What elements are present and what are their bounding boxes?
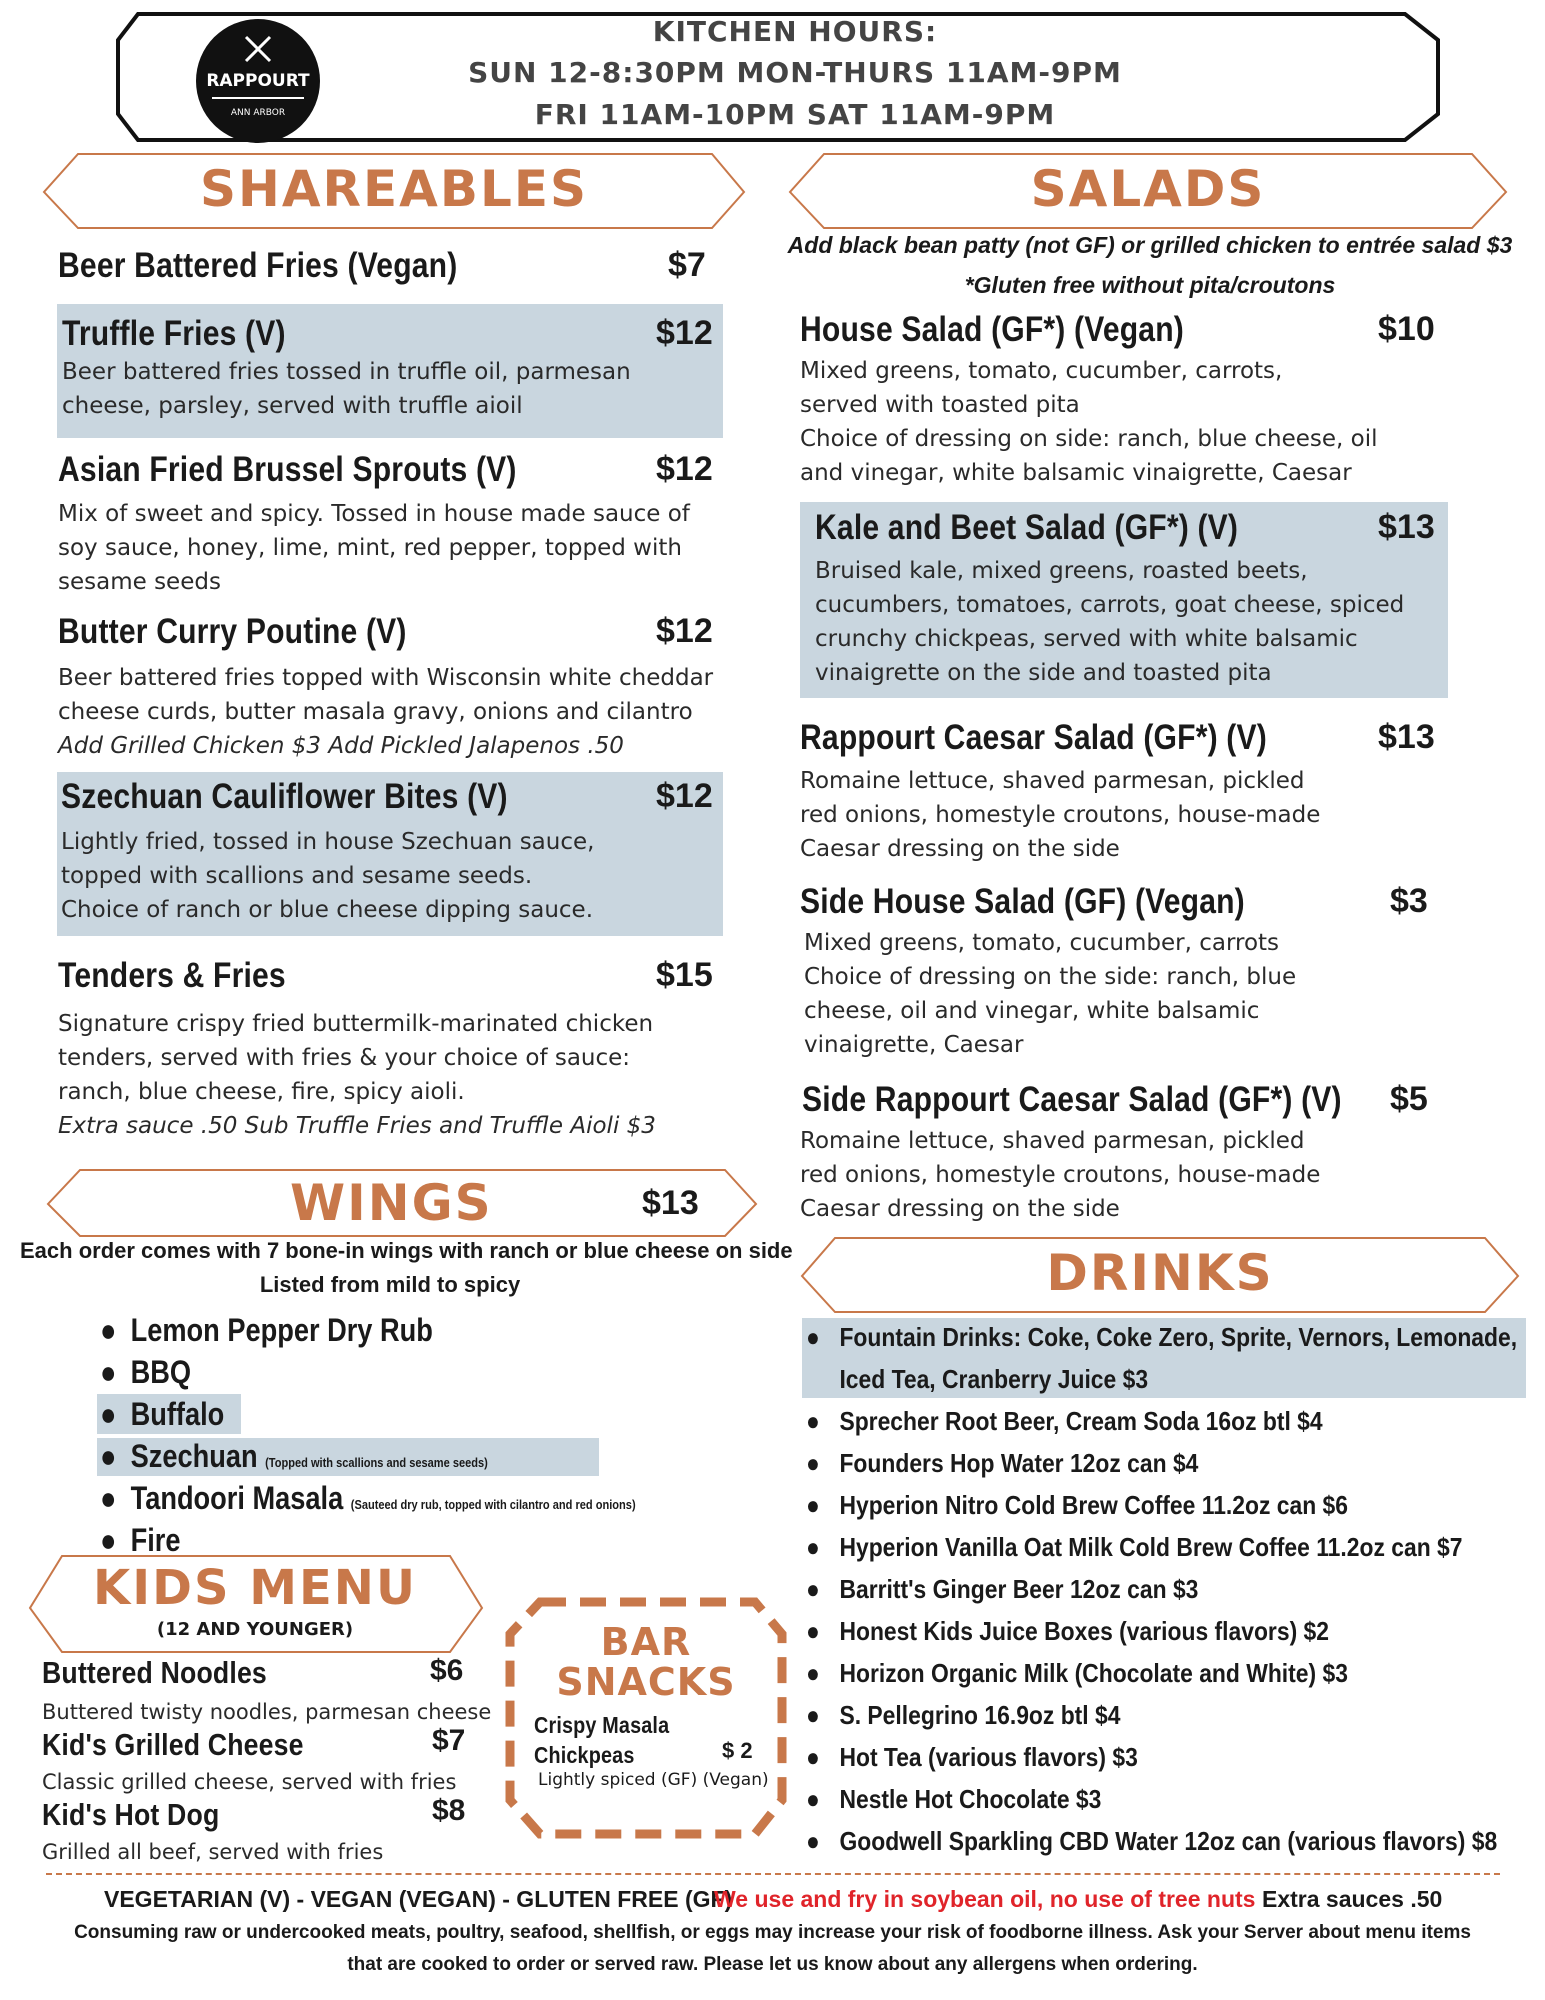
salads-title: SALADS [1030,160,1266,218]
menu-item-desc: soy sauce, honey, lime, mint, red pepper, topped with [58,535,682,561]
hours-line1: SUN 12-8:30PM MON-THURS 11AM-9PM [468,56,1122,89]
wings-title: WINGS [290,1174,493,1232]
kids-item-desc: Grilled all beef, served with fries [42,1840,384,1864]
menu-item-desc: Caesar dressing on the side [800,836,1120,862]
kids-item-name: Buttered Noodles [42,1655,267,1690]
menu-item-desc: Caesar dressing on the side [800,1196,1120,1222]
menu-item-desc: Romaine lettuce, shaved parmesan, pickled [800,768,1305,794]
menu-item-desc: Bruised kale, mixed greens, roasted beets, [815,558,1308,584]
menu-item-desc: cucumbers, tomatoes, carrots, goat cheese, spiced [815,592,1405,618]
menu-item-name: Asian Fried Brussel Sprouts (V) [58,450,517,489]
drink-item: ● Goodwell Sparkling CBD Water 12oz can (various flavors) $8 [806,1826,1498,1856]
menu-item-desc: topped with scallions and sesame seeds. [61,863,533,889]
menu-item-name: House Salad (GF*) (Vegan) [800,310,1184,349]
drink-item: ● Founders Hop Water 12oz can $4 [806,1448,1199,1478]
drink-item: ● Sprecher Root Beer, Cream Soda 16oz btl $4 [806,1406,1323,1436]
menu-item-desc: Mixed greens, tomato, cucumber, carrots, [800,358,1283,384]
drink-item: Iced Tea, Cranberry Juice $3 [839,1364,1149,1394]
drink-item: ● Nestle Hot Chocolate $3 [806,1784,1102,1814]
menu-item-price: $13 [1378,718,1435,756]
wing-flavor: ● Buffalo [100,1396,225,1432]
menu-item-desc: Mixed greens, tomato, cucumber, carrots [804,930,1280,956]
menu-item-price: $12 [656,612,713,650]
menu-item-desc: Choice of ranch or blue cheese dipping sauce. [61,897,594,923]
kids-item-price: $8 [432,1794,466,1827]
bar-snack-price: $ 2 [722,1738,753,1763]
wing-flavor: ● Szechuan (Topped with scallions and sesame seeds) [100,1438,488,1474]
drink-item: ● Honest Kids Juice Boxes (various flavors) $2 [806,1616,1329,1646]
logo-name: RAPPOURT [206,71,310,91]
wing-flavor: ● BBQ [100,1354,192,1390]
disclaimer: Consuming raw or undercooked meats, poultry, seafood, shellfish, or eggs may increase your risk of foodborne illness. Ask your Server about menu items [74,1922,1471,1943]
menu-item-desc: red onions, homestyle croutons, house-made [800,802,1321,828]
kids-item-desc: Classic grilled cheese, served with fries [42,1770,457,1794]
menu-item-price: $3 [1390,882,1428,920]
menu-item-price: $12 [656,314,713,352]
salads-note: Add black bean patty (not GF) or grilled chicken to entrée salad $3 [787,232,1513,258]
salads-note: *Gluten free without pita/croutons [964,272,1336,298]
menu-item-desc: crunchy chickpeas, served with white balsamic [815,626,1358,652]
menu-item-desc: ranch, blue cheese, fire, spicy aioli. [58,1079,465,1105]
menu-item-name: Tenders & Fries [58,956,286,995]
kids-item-price: $7 [432,1724,466,1757]
hours-title: KITCHEN HOURS: [652,15,938,48]
bar-snacks-title: BAR [600,1620,692,1664]
menu-item-name: Rappourt Caesar Salad (GF*) (V) [800,718,1267,757]
drink-item: ● Hyperion Vanilla Oat Milk Cold Brew Coffee 11.2oz can $7 [806,1532,1463,1562]
kids-item-desc: Buttered twisty noodles, parmesan cheese [42,1700,492,1724]
menu-item-desc: Choice of dressing on side: ranch, blue cheese, oil [800,426,1378,452]
menu-item-desc: Mix of sweet and spicy. Tossed in house made sauce of [58,501,690,527]
drink-item: ● Fountain Drinks: Coke, Coke Zero, Sprite, Vernors, Lemonade, [806,1322,1518,1352]
drink-item: ● Horizon Organic Milk (Chocolate and White) $3 [806,1658,1348,1688]
drink-item: ● Hyperion Nitro Cold Brew Coffee 11.2oz can $6 [806,1490,1349,1520]
menu-item-desc: Romaine lettuce, shaved parmesan, pickled [800,1128,1305,1154]
kids-item-name: Kid's Hot Dog [42,1797,220,1832]
diet-legend: VEGETARIAN (V) - VEGAN (VEGAN) - GLUTEN FREE (GF) [104,1886,733,1912]
menu-item-addon: Extra sauce .50 Sub Truffle Fries and Truffle Aioli $3 [58,1113,656,1139]
menu-item-desc: vinaigrette on the side and toasted pita [815,660,1272,686]
logo-city: ANN ARBOR [230,108,286,118]
bar-snacks-title: SNACKS [556,1660,736,1704]
menu-item-desc: tenders, served with fries & your choice of sauce: [58,1045,631,1071]
disclaimer: that are cooked to order or served raw. Please let us know about any allergens when ordering. [347,1954,1198,1975]
menu-item-price: $12 [656,777,713,815]
wings-note: Listed from mild to spicy [259,1272,521,1297]
menu-item-addon: Add Grilled Chicken $3 Add Pickled Jalapenos .50 [58,733,624,759]
menu-item-name: Side House Salad (GF) (Vegan) [800,882,1245,921]
bar-snack-name: Chickpeas [534,1742,635,1768]
drinks-title: DRINKS [1046,1244,1274,1302]
hours-line2: FRI 11AM-10PM SAT 11AM-9PM [534,98,1056,131]
drink-item: ● S. Pellegrino 16.9oz btl $4 [806,1700,1121,1730]
menu-item-price: $5 [1390,1080,1428,1118]
menu-item-price: $10 [1378,310,1435,348]
menu-item-price: $13 [1378,508,1435,546]
menu-item-desc: and vinegar, white balsamic vinaigrette, Caesar [800,460,1352,486]
menu-item-desc: vinaigrette, Caesar [804,1032,1024,1058]
menu-item-name: Truffle Fries (V) [62,314,286,353]
extra-sauces: Extra sauces .50 [1262,1886,1443,1912]
menu-item-desc: cheese, oil and vinegar, white balsamic [804,998,1260,1024]
shareables-title: SHAREABLES [199,160,589,218]
menu-item-desc: served with toasted pita [800,392,1080,418]
menu-item-desc: Beer battered fries topped with Wisconsin white cheddar [58,665,714,691]
menu-item-name: Butter Curry Poutine (V) [58,612,407,651]
menu-item-desc: Signature crispy fried buttermilk-marinated chicken [58,1011,654,1037]
drink-item: ● Hot Tea (various flavors) $3 [806,1742,1138,1772]
wings-note: Each order comes with 7 bone-in wings with ranch or blue cheese on side [20,1238,793,1263]
drink-item: ● Barritt's Ginger Beer 12oz can $3 [806,1574,1199,1604]
menu-item-desc: cheese curds, butter masala gravy, onions and cilantro [58,699,693,725]
menu-item-name: Beer Battered Fries (Vegan) [58,246,458,285]
kids-item-price: $6 [430,1654,464,1687]
menu-item-desc: Lightly fried, tossed in house Szechuan sauce, [61,829,595,855]
menu-item-desc: red onions, homestyle croutons, house-made [800,1162,1321,1188]
menu-item-desc: Choice of dressing on the side: ranch, blue [804,964,1297,990]
wing-flavor: ● Tandoori Masala (Sauteed dry rub, topped with cilantro and red onions) [100,1480,636,1516]
menu-item-desc: Beer battered fries tossed in truffle oil, parmesan [62,359,631,385]
menu-item-name: Szechuan Cauliflower Bites (V) [61,777,508,816]
menu-item-price: $7 [668,246,706,284]
wing-flavor: ● Fire [100,1522,181,1558]
allergy-note: We use and fry in soybean oil, no use of tree nuts [714,1886,1256,1912]
menu-item-price: $12 [656,450,713,488]
menu-item-desc: cheese, parsley, served with truffle aioil [62,393,523,419]
menu-item-name: Kale and Beet Salad (GF*) (V) [815,508,1239,547]
footer-divider [46,1873,1500,1875]
bar-snack-name: Crispy Masala [534,1712,670,1738]
menu-item-price: $15 [656,956,713,994]
menu-item-name: Side Rappourt Caesar Salad (GF*) (V) [802,1080,1342,1119]
wings-price: $13 [642,1184,699,1222]
kids-item-name: Kid's Grilled Cheese [42,1727,304,1762]
bar-snack-desc: Lightly spiced (GF) (Vegan) [538,1770,769,1790]
kids-subtitle: (12 AND YOUNGER) [156,1619,354,1640]
kids-title: KIDS MENU [93,1560,417,1616]
wing-flavor: ● Lemon Pepper Dry Rub [100,1312,433,1348]
menu-item-desc: sesame seeds [58,569,221,595]
